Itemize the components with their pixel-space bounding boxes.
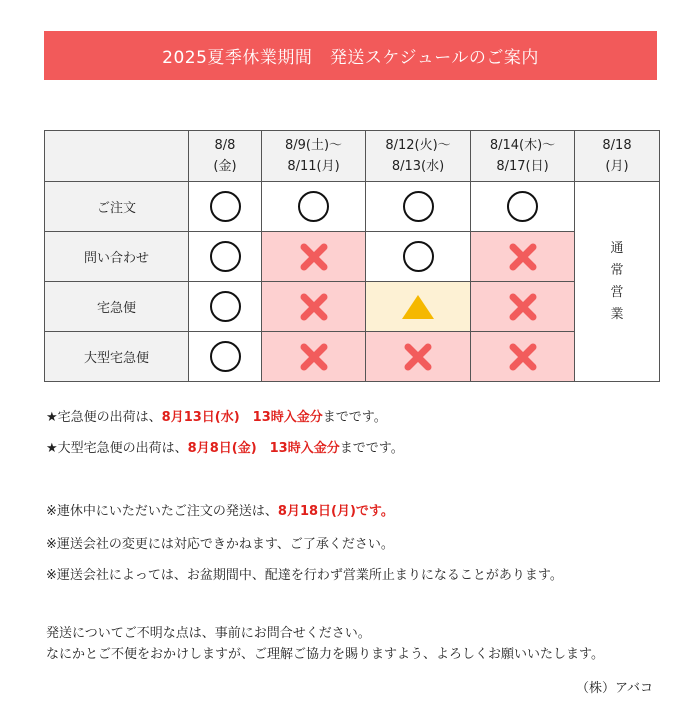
circle-mark-icon: [210, 191, 241, 222]
cross-mark-icon: [403, 342, 433, 372]
status-cell: [366, 182, 471, 232]
status-cell: [366, 332, 471, 382]
status-cell: [471, 332, 575, 382]
header-8-12: 8/12(火)～ 8/13(水): [366, 131, 471, 182]
circle-mark-icon: [210, 291, 241, 322]
page-banner: [44, 31, 657, 80]
row-label: 大型宅急便: [45, 332, 189, 382]
row-label: 宅急便: [45, 282, 189, 332]
regular-business-cell: 通 常 営 業: [575, 182, 660, 382]
table-row: [45, 282, 660, 332]
status-cell: [262, 332, 366, 382]
header-corner: [45, 131, 189, 182]
cross-mark-icon: [508, 342, 538, 372]
status-cell: [262, 282, 366, 332]
table-header-row: [45, 131, 660, 182]
note-carrier-hold: ※運送会社によっては、お盆期間中、配達を行わず営業所止まりになることがあります。: [46, 568, 563, 583]
circle-mark-icon: [403, 191, 434, 222]
company-signature: （株）アバコ: [576, 681, 653, 696]
status-cell: [189, 332, 262, 382]
header-8-18: 8/18 (月): [575, 131, 660, 182]
note-large-takkyubin: ★大型宅急便の出荷は、8月8日(金) 13時入金分までです。: [46, 441, 404, 456]
contact-line-1: 発送についてご不明な点は、事前にお問合せください。: [46, 626, 371, 641]
cross-mark-icon: [299, 342, 329, 372]
table-row: [45, 332, 660, 382]
status-cell: [366, 232, 471, 282]
row-label: ご注文: [45, 182, 189, 232]
note-takkyubin: ★宅急便の出荷は、8月13日(水) 13時入金分までです。: [46, 410, 387, 425]
status-cell: [189, 232, 262, 282]
note-carrier-change: ※運送会社の変更には対応できかねます、ご了承ください。: [46, 537, 394, 552]
status-cell: [262, 232, 366, 282]
status-cell: [262, 182, 366, 232]
status-cell: [189, 282, 262, 332]
cross-mark-icon: [508, 292, 538, 322]
note-holiday-orders: ※連休中にいただいたご注文の発送は、8月18日(月)です。: [46, 504, 394, 519]
table-row: [45, 182, 660, 232]
circle-mark-icon: [403, 241, 434, 272]
status-cell: [189, 182, 262, 232]
page-title: 2025夏季休業期間 発送スケジュールのご案内: [162, 48, 539, 68]
cross-mark-icon: [508, 242, 538, 272]
status-cell: [471, 282, 575, 332]
contact-line-2: なにかとご不便をおかけしますが、ご理解ご協力を賜りますよう、よろしくお願いいたします。: [46, 647, 604, 662]
schedule-table: [44, 130, 660, 382]
table-row: [45, 232, 660, 282]
circle-mark-icon: [210, 341, 241, 372]
triangle-mark-icon: [400, 293, 436, 321]
header-8-14: 8/14(木)～ 8/17(日): [471, 131, 575, 182]
circle-mark-icon: [298, 191, 329, 222]
cross-mark-icon: [299, 292, 329, 322]
header-8-8: 8/8 (金): [189, 131, 262, 182]
status-cell: [366, 282, 471, 332]
status-cell: [471, 232, 575, 282]
circle-mark-icon: [507, 191, 538, 222]
status-cell: [471, 182, 575, 232]
header-8-9: 8/9(土)～ 8/11(月): [262, 131, 366, 182]
row-label: 問い合わせ: [45, 232, 189, 282]
circle-mark-icon: [210, 241, 241, 272]
cross-mark-icon: [299, 242, 329, 272]
